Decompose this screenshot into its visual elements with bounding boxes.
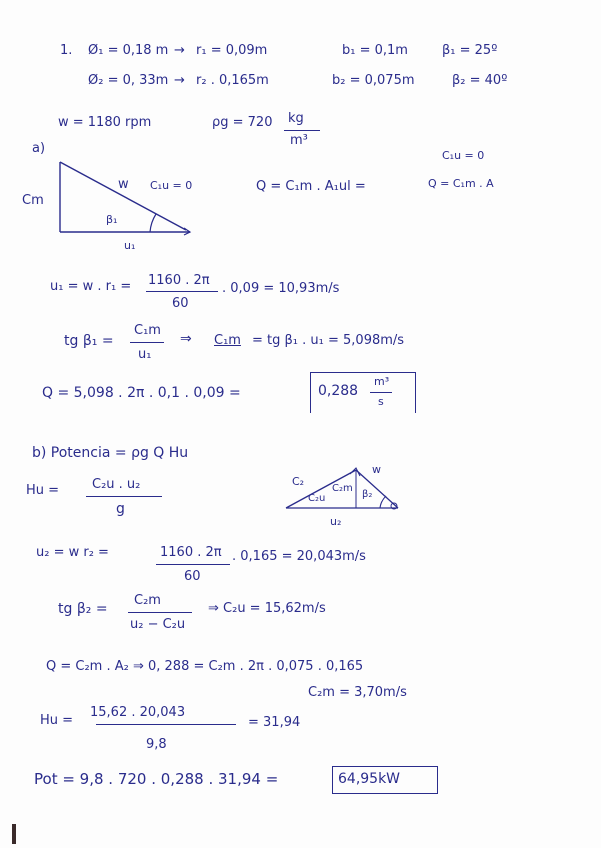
c2m-result: C₂m = 3,70m/s [308, 685, 407, 700]
u2-den: 60 [184, 569, 201, 584]
implies-arrow: ⇒ [180, 331, 192, 347]
power-result: 64,95kW [338, 771, 401, 787]
hu2-den: 9,8 [146, 737, 167, 752]
u2-right: . 0,165 = 20,043m/s [232, 549, 366, 564]
hu-den: g [116, 501, 125, 517]
flow-formula: Q = C₁m . A₁ul = [256, 179, 366, 194]
triangle-c2m-label: C₂m [332, 483, 353, 494]
beta2-value: β₂ = 40º [452, 73, 508, 88]
fraction-bar [146, 291, 218, 292]
tg-beta2-den: u₂ − C₂u [130, 617, 186, 632]
u2-num: 1160 . 2π [160, 545, 222, 560]
b2-value: b₂ = 0,075m [332, 73, 415, 88]
c1m-underlined: C₁m [214, 333, 241, 348]
rho-g-unit-num: kg [288, 111, 304, 126]
part-b-label: b) Potencia = ρg Q Hu [32, 445, 189, 461]
u1-num: 1160 . 2π [148, 273, 210, 288]
triangle-w-label: w [372, 463, 381, 476]
omega-value: w = 1180 rpm [58, 115, 152, 130]
part-a-label: a) [32, 141, 46, 156]
tg-beta1-left: tg β₁ = [64, 333, 114, 349]
u1-label: u₁ [124, 239, 136, 252]
beta1-value: β₁ = 25º [442, 43, 498, 58]
hu2-num: 15,62 . 20,043 [90, 705, 186, 720]
tg-beta1-num: C₁m [134, 323, 161, 338]
hu2-right: = 31,94 [248, 715, 301, 730]
triangle-beta2-label: β₂ [362, 489, 373, 500]
r2-value: r₂ . 0,165m [196, 73, 269, 88]
power-calculation: Pot = 9,8 . 720 . 0,288 . 31,94 = [34, 770, 279, 788]
flow2-line: Q = C₂m . A₂ ⇒ 0, 288 = C₂m . 2π . 0,075 . 0,165 [46, 659, 364, 674]
hu2-left: Hu = [40, 713, 74, 728]
fraction-bar [156, 564, 230, 565]
tg-beta1-right: = tg β₁ . u₁ = 5,098m/s [252, 333, 405, 348]
side-note-q: Q = C₁m . A [428, 177, 494, 190]
arrow-icon: → [174, 73, 185, 88]
beta1-label: β₁ [106, 213, 118, 226]
hu-num: C₂u . u₂ [92, 477, 141, 492]
rho-g-value: ρg = 720 [212, 115, 273, 130]
c1u-label: C₁u = 0 [150, 179, 193, 192]
flow-result: 0,288 [318, 383, 359, 399]
tg-beta2-right: ⇒ C₂u = 15,62m/s [208, 601, 326, 616]
u1-den: 60 [172, 296, 189, 311]
tg-beta2-left: tg β₂ = [58, 601, 108, 617]
hu-left: Hu = [26, 483, 60, 498]
rho-g-unit-den: m³ [290, 133, 308, 148]
u1-right: . 0,09 = 10,93m/s [222, 281, 340, 296]
w-label: w [118, 177, 129, 192]
d2-value: Ø₂ = 0, 33m [88, 73, 169, 88]
flow-unit-den: s [378, 395, 384, 408]
fraction-bar [130, 342, 164, 343]
problem-number: 1. [60, 43, 73, 58]
triangle-c2u-label: C₂u [308, 493, 326, 504]
tg-beta1-den: u₁ [138, 347, 152, 362]
b1-value: b₁ = 0,1m [342, 43, 408, 58]
r1-value: r₁ = 0,09m [196, 43, 268, 58]
triangle-u2-label: u₂ [330, 515, 342, 528]
cm-label: Cm [22, 193, 44, 208]
flow-calculation: Q = 5,098 . 2π . 0,1 . 0,09 = [42, 385, 241, 401]
fraction-bar [96, 724, 236, 725]
d1-value: Ø₁ = 0,18 m [88, 43, 169, 58]
fraction-bar [86, 496, 162, 497]
u2-left: u₂ = w r₂ = [36, 545, 109, 560]
arrow-icon: → [174, 43, 185, 58]
side-note-c1u: C₁u = 0 [442, 149, 485, 162]
fraction-bar [128, 612, 192, 613]
page-edge-mark [12, 824, 16, 844]
u1-left: u₁ = w . r₁ = [50, 279, 132, 294]
triangle-c2-label: C₂ [292, 475, 305, 488]
fraction-bar [370, 392, 392, 393]
flow-unit-num: m³ [374, 375, 390, 388]
tg-beta2-num: C₂m [134, 593, 161, 608]
